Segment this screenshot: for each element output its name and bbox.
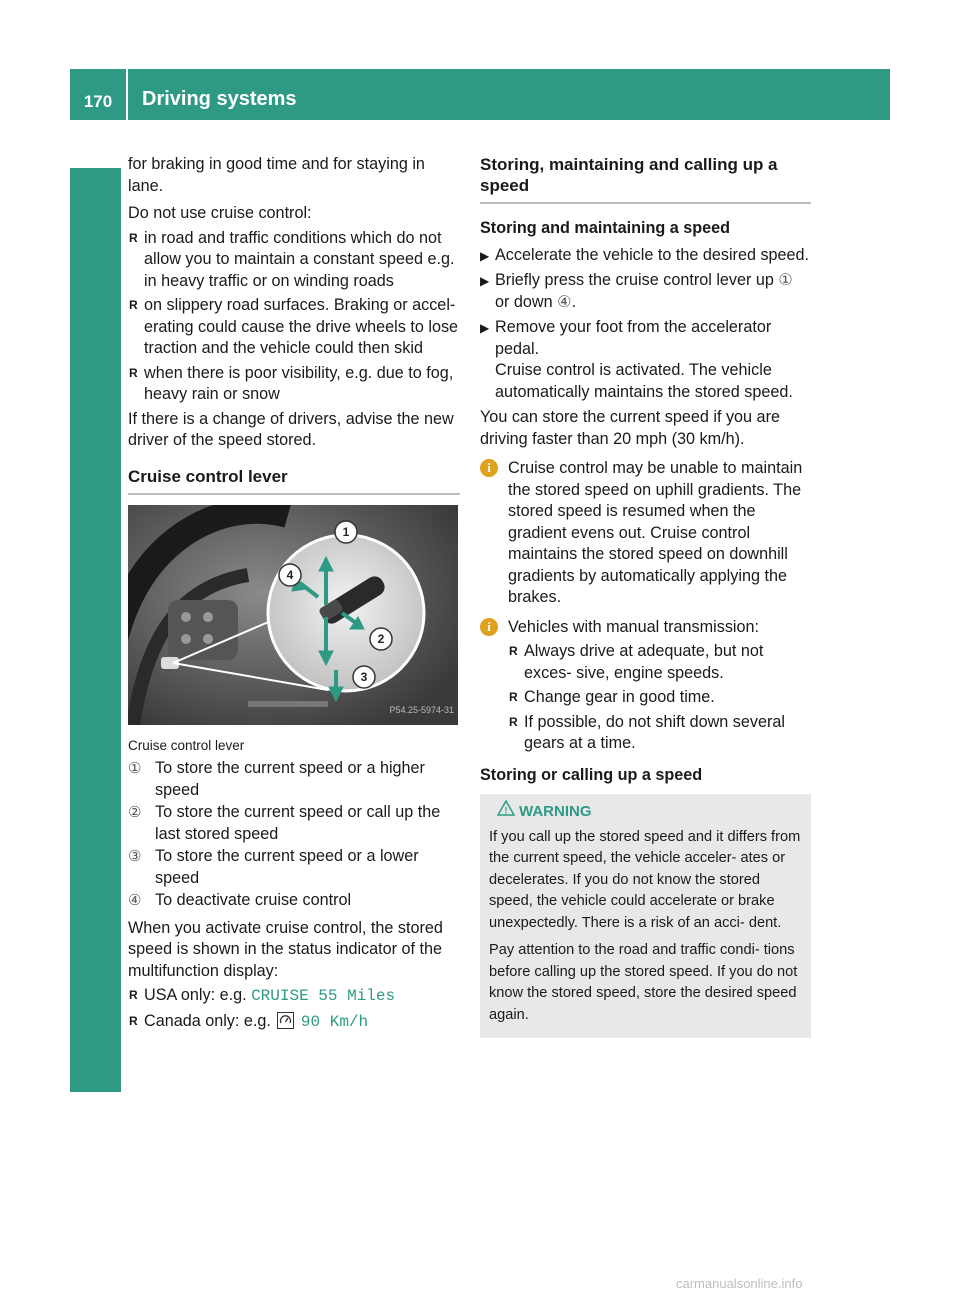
step-arrow-icon: ▶: [480, 274, 490, 288]
bullet-text: Always drive at adequate, but not exces- sive, engine speeds.: [524, 642, 764, 682]
section-title-storing: Storing, maintaining and calling up a speed: [480, 155, 778, 195]
header-divider: [126, 69, 128, 120]
step-text: Remove your foot from the accelerator pedal.: [495, 318, 772, 358]
usa-display-text: CRUISE 55 Miles: [251, 987, 396, 1005]
canada-display-text: 90 Km/h: [300, 1012, 369, 1031]
list-item: [128, 228, 460, 293]
info-icon: i: [480, 618, 498, 636]
step-text: Briefly press the cruise control lever up: [495, 271, 774, 289]
bullet-icon: R: [129, 298, 138, 312]
bullet-icon: R: [509, 714, 518, 729]
side-tab-label: Driving and parking: [83, 186, 107, 384]
cruise-lever-figure: [128, 505, 458, 725]
figure-caption: Cruise control lever: [128, 737, 245, 753]
svg-text:4: 4: [286, 567, 294, 582]
bullet-icon: R: [129, 365, 138, 380]
right-column: [480, 154, 811, 1038]
warning-header: [489, 800, 801, 823]
step-item: [480, 245, 811, 267]
activate-text: When you activate cruise control, the stored speed is shown in the status indicator of the multifunction display:: [128, 918, 443, 980]
info-icon: i: [480, 459, 498, 477]
section-divider: [128, 493, 460, 495]
callout-2-icon: ②: [128, 804, 142, 821]
info-note: [480, 458, 811, 609]
intro-text: for braking in good time and for staying in lane.: [128, 155, 425, 195]
svg-text:3: 3: [360, 669, 368, 684]
list-item: [128, 295, 460, 360]
step-arrow-icon: ▶: [480, 248, 490, 263]
bullet-icon: R: [509, 690, 518, 704]
watermark: carmanualsonline.info: [676, 1276, 803, 1291]
warning-box: [480, 794, 811, 1038]
bullet-icon: R: [509, 644, 518, 658]
section-title-cruise-lever: Cruise control lever: [128, 466, 288, 486]
dont-use-text: Do not use cruise control:: [128, 204, 312, 222]
svg-text:1: 1: [342, 524, 350, 539]
step-arrow-icon: ▶: [480, 321, 490, 335]
list-item: [508, 641, 811, 684]
callout-3-icon: ③: [128, 848, 142, 865]
step-text: Accelerate the vehicle to the desired speed.: [495, 245, 810, 264]
callout-text: To store the current speed or a higher speed: [155, 759, 425, 799]
step-result-text: Cruise control is activated. The vehicle automatically maintains the stored speed.: [495, 361, 793, 401]
driver-change-text: If there is a change of drivers, advise the new driver of the speed stored.: [128, 409, 454, 449]
side-tab: [70, 170, 121, 400]
list-item: [128, 758, 460, 801]
bullet-text: in road and traffic conditions which do not allow you to maintain a constant speed e.g. in heavy traffic or on winding roads: [144, 228, 455, 290]
list-item: [128, 802, 460, 845]
page-title: Driving systems: [142, 88, 297, 110]
step-item: ▶ Briefly press the cruise control lever up ① or down ④.: [480, 271, 793, 311]
usa-label: USA only: e.g.: [144, 986, 247, 1004]
store-text: You can store the current speed if you are driving faster than 20 mph (30 km/h).: [480, 408, 780, 448]
bullet-text: when there is poor visibility, e.g. due to fog, heavy rain or snow: [144, 363, 454, 403]
callout-text: To store the current speed or a lower speed: [155, 847, 419, 887]
warning-paragraph: Pay attention to the road and traffic condi- tions before calling up the stored speed. If you do not know the stored speed, store the desired speed again.: [489, 942, 798, 1023]
bullet-text: If possible, do not shift down several gears at a time.: [524, 712, 785, 752]
bullet-icon: R: [129, 230, 138, 245]
warning-triangle-icon: [497, 800, 519, 823]
step-item: [480, 317, 811, 403]
list-item: [128, 846, 460, 889]
subheading-storing-calling: Storing or calling up a speed: [480, 765, 703, 784]
figure-code: P54.25-5974-31: [389, 705, 454, 715]
section-divider: [480, 202, 811, 204]
speedometer-icon: [277, 1012, 294, 1029]
callout-4-icon: ④: [557, 292, 572, 311]
warning-paragraph: If you call up the stored speed and it differs from the current speed, the vehicle acceler- ates or decelerates. If you do not know the stored speed, the vehicle could accelerate or brake unexpectedly. There is a risk of an acci- dent.: [489, 828, 801, 931]
warning-title: WARNING: [519, 802, 592, 820]
svg-text:2: 2: [377, 631, 385, 646]
info-text: Vehicles with manual transmission:: [508, 617, 760, 636]
callout-4-icon: ④: [128, 892, 142, 909]
svg-text:!: !: [504, 805, 508, 816]
info-text: Cruise control may be unable to maintain the stored speed on uphill gradients. The stored speed is resumed when the gradient evens out. Cruise control maintains the stored speed on downhill gradients by automatically applying the brakes.: [508, 459, 803, 606]
bullet-icon: R: [129, 1013, 138, 1028]
callout-text: To store the current speed or call up the last stored speed: [155, 803, 441, 843]
subheading-storing-maintaining: Storing and maintaining a speed: [480, 219, 731, 237]
list-item: [508, 712, 811, 755]
bullet-text: on slippery road surfaces. Braking or accel- erating could cause the drive wheels to lose traction and the vehicle could then skid: [144, 296, 459, 357]
bullet-icon: R: [129, 988, 138, 1002]
list-item: [508, 687, 811, 709]
callout-1-icon: ①: [778, 271, 793, 289]
list-item: [128, 1011, 460, 1034]
callout-text: To deactivate cruise control: [155, 891, 352, 909]
list-item: [128, 363, 460, 406]
list-item: [128, 890, 460, 912]
left-column: [128, 154, 460, 1036]
cruise-lever-illustration: [128, 505, 458, 725]
bullet-text: Change gear in good time.: [524, 688, 715, 706]
canada-label: Canada only: e.g.: [144, 1011, 271, 1030]
callout-1-icon: ①: [128, 760, 142, 777]
info-note: [480, 617, 811, 639]
step-text: or down: [495, 292, 553, 311]
list-item: [128, 985, 460, 1008]
page-number: 170: [83, 92, 113, 111]
